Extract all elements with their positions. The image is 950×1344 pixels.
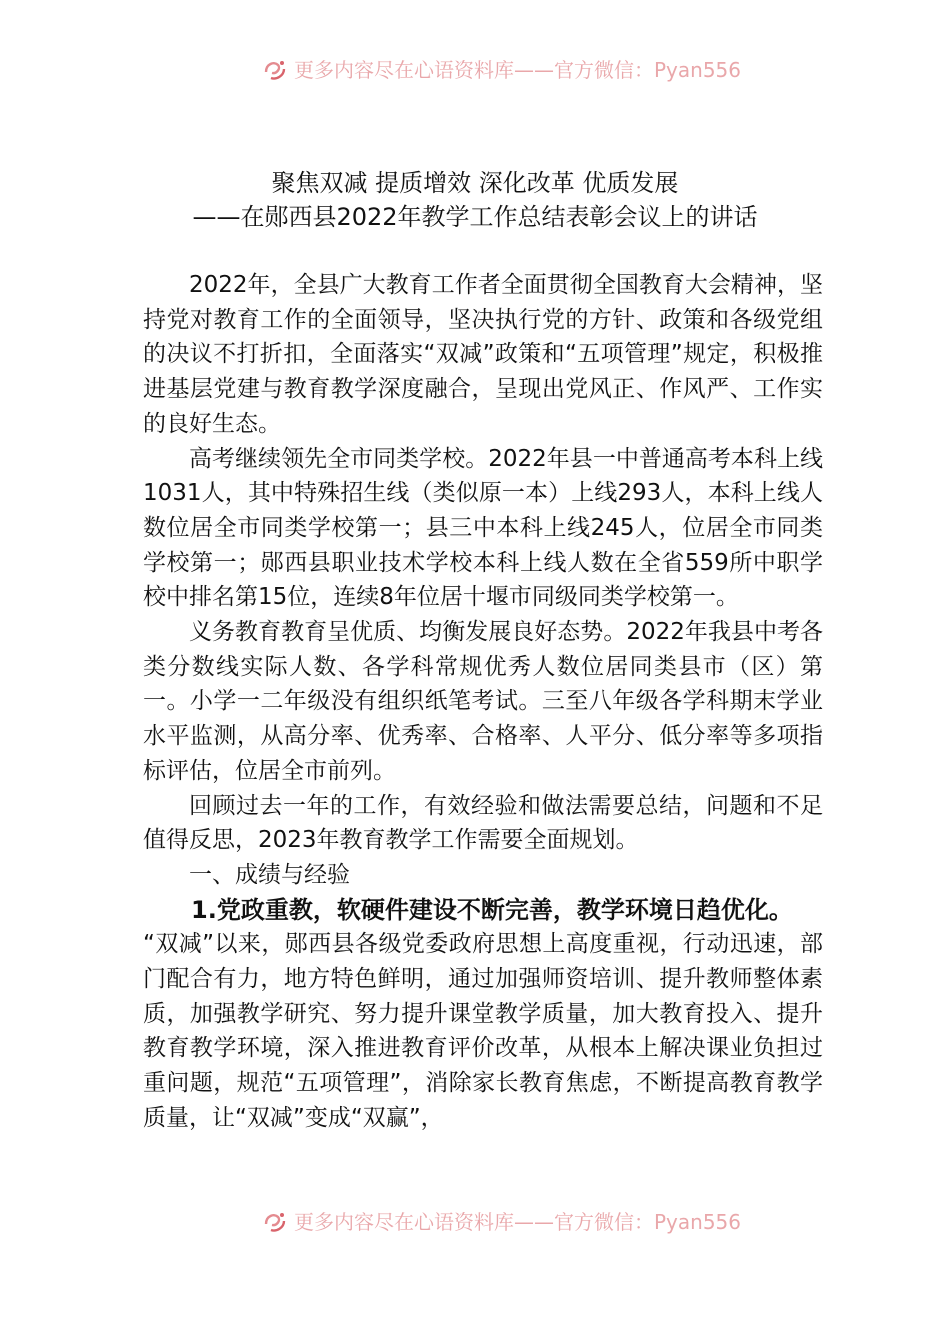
document-subtitle: ——在郧西县2022年教学工作总结表彰会议上的讲话 [192, 203, 758, 231]
paragraph-double-reduction: “双减”以来，郧西县各级党委政府思想上高度重视，行动迅速，部门配合有力，地方特色鲜明，通过加强师资培训、提升教师整体素质，加强教学研究、努力提升课堂教学质量，加大教育投入、提升教育教学环境，深入推进教育评价改革，从根本上解决课业负担过重问题，规范“五项管理”，消除家长教育焦虑，不断提高教育教学质量，让“双减”变成“双赢”， [143, 931, 823, 1131]
paragraph-compulsory-education: 义务教育教育呈优质、均衡发展良好态势。2022年我县中考各类分数线实际人数、各学科常规优秀人数位居同类县市（区）第一。小学一二年级没有组织纸笔考试。三至八年级各学科期末学业水平监测，从高分率、优秀率、合格率、人平分、低分率等多项指标评估，位居全市前列。 [143, 619, 823, 784]
document-body [143, 268, 823, 1136]
watermark-logo-icon [262, 58, 288, 82]
subsection-heading: 1.党政重教，软硬件建设不断完善，教学环境日趋优化。 [191, 895, 793, 924]
watermark-logo-icon [262, 1210, 288, 1234]
section-heading: 一、成绩与经验 [189, 861, 350, 888]
paragraph-gaokao: 高考继续领先全市同类学校。2022年县一中普通高考本科上线1031人，其中特殊招生线（类似原一本）上线293人，本科上线人数位居全市同类学校第一；县三中本科上线245人，位居全市同类学校第一；郧西县职业技术学校本科上线人数在全省559所中职学校中排名第15位，连续8年位居十堰市同级同类学校第一。 [143, 445, 823, 611]
watermark-footer [262, 1208, 741, 1236]
paragraph-review: 回顾过去一年的工作，有效经验和做法需要总结，问题和不足值得反思，2023年教育教学工作需要全面规划。 [143, 792, 823, 854]
document-title: 聚焦双减 提质增效 深化改革 优质发展 [271, 169, 679, 197]
paragraph-intro: 2022年，全县广大教育工作者全面贯彻全国教育大会精神，坚持党对教育工作的全面领导，坚决执行党的方针、政策和各级党组的决议不打折扣，全面落实“双减”政策和“五项管理”规定，积极推进基层党建与教育教学深度融合，呈现出党风正、作风严、工作实的良好生态。 [143, 272, 823, 437]
watermark-text: 更多内容尽在心语资料库——官方微信：Pyan556 [294, 1210, 742, 1234]
title-block [0, 166, 950, 234]
watermark-text: 更多内容尽在心语资料库——官方微信：Pyan556 [294, 58, 742, 82]
watermark-header [262, 56, 741, 84]
